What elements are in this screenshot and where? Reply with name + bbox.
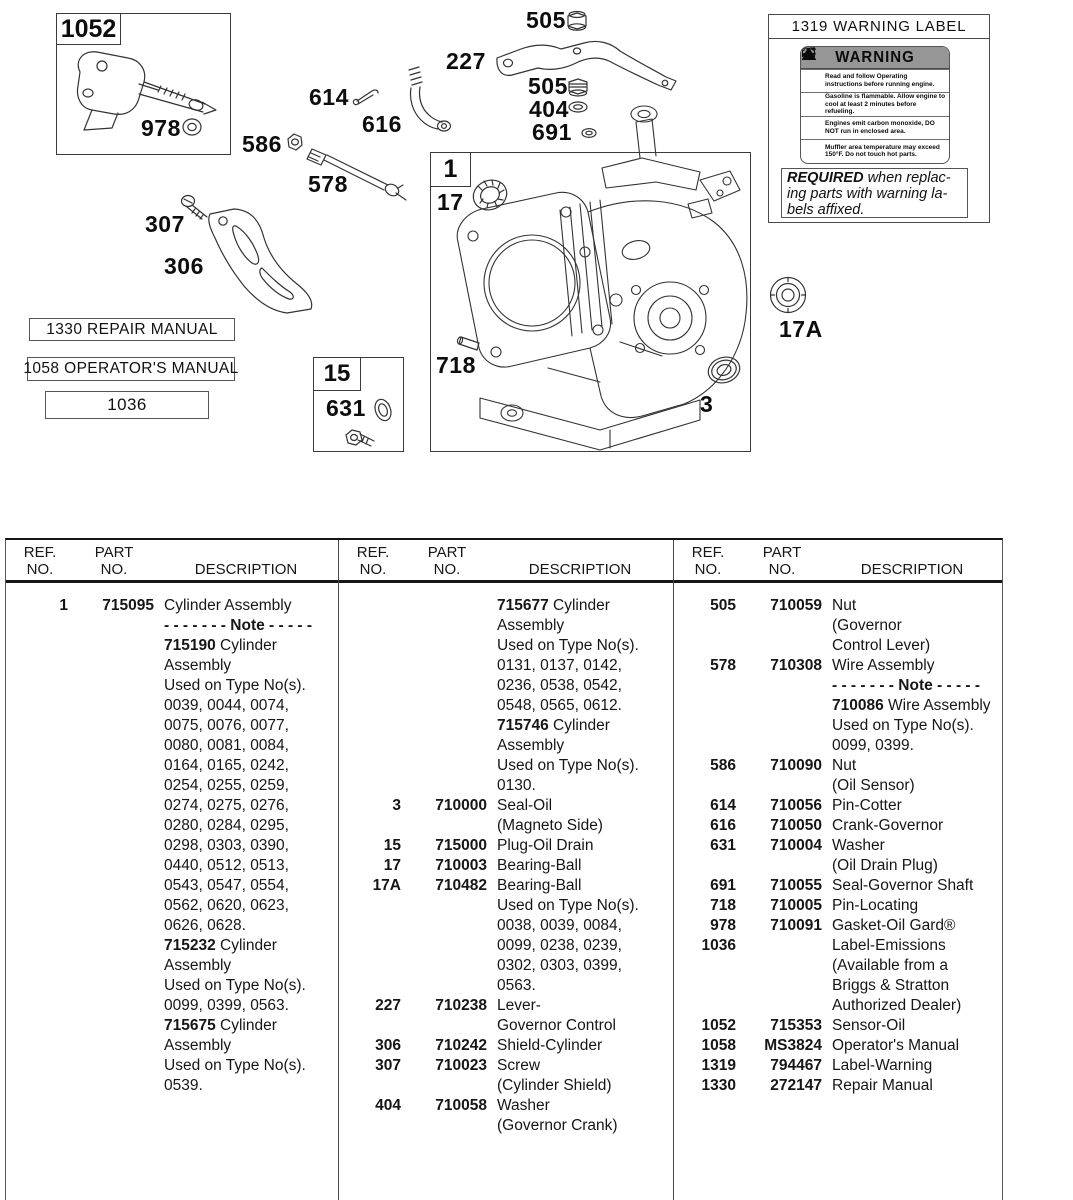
description-cell: Shield-Cylinder bbox=[497, 1037, 603, 1054]
flame-icon bbox=[801, 93, 824, 115]
ref-no-cell: 15 bbox=[383, 837, 401, 854]
description-cell: Seal-Oil (Magneto Side) bbox=[497, 797, 603, 834]
warning-row bbox=[801, 116, 949, 139]
description-cell: Nut (Oil Sensor) bbox=[832, 757, 915, 794]
part-no-header: PART NO. bbox=[762, 544, 802, 578]
nut-505a-drawing bbox=[568, 12, 586, 31]
part-no-cell: 710242 bbox=[435, 1037, 487, 1054]
ref-no-header: REF. NO. bbox=[691, 544, 725, 578]
table-row bbox=[339, 1036, 673, 1056]
ref-no-cell: 578 bbox=[710, 657, 736, 674]
warning-row-text: Gasoline is flammable. Allow engine to cool at least 2 minutes before refueling. bbox=[825, 92, 946, 116]
inset-box-15-label: 15 bbox=[314, 358, 361, 391]
description-cell: Repair Manual bbox=[832, 1077, 933, 1094]
ref-no-cell: 404 bbox=[375, 1097, 401, 1114]
table-row bbox=[339, 996, 673, 1036]
parts-table-column-2 bbox=[339, 540, 674, 1200]
table-body bbox=[339, 583, 673, 1136]
inset-box-1-label: 1 bbox=[431, 153, 471, 187]
warning-row bbox=[801, 139, 949, 162]
part-no-cell: 710000 bbox=[435, 797, 487, 814]
description-cell: Bearing-Ball Used on Type No(s). 0038, 0039, 0084, 0099, 0238, 0239, 0302, 0303, 0399, 0563. bbox=[497, 877, 639, 994]
seal-governor-shaft-drawing bbox=[582, 129, 596, 138]
description-cell: Label-Emissions (Available from a Briggs & Stratton Authorized Dealer) bbox=[832, 937, 962, 1014]
callout-227: 227 bbox=[446, 48, 486, 74]
parts-table-column-1 bbox=[6, 540, 339, 1200]
table-body bbox=[6, 583, 338, 1096]
description-cell: Bearing-Ball bbox=[497, 857, 582, 874]
table-row bbox=[674, 876, 1002, 896]
description-header: DESCRIPTION bbox=[528, 561, 632, 578]
ref-no-cell: 1058 bbox=[701, 1037, 736, 1054]
carbon-monoxide-icon bbox=[801, 117, 824, 139]
part-no-cell: 710055 bbox=[770, 877, 822, 894]
description-cell: Plug-Oil Drain bbox=[497, 837, 594, 854]
part-no-cell: MS3824 bbox=[764, 1037, 822, 1054]
warning-inset-title: 1319 WARNING LABEL bbox=[769, 15, 989, 39]
ref-no-header: REF. NO. bbox=[23, 544, 57, 578]
part-no-header: PART NO. bbox=[94, 544, 134, 578]
part-no-cell: 710059 bbox=[770, 597, 822, 614]
description-cell: Wire Assembly - - - - - - - Note - - - - - 710086 Wire Assembly Used on Type No(s). 0099, 0399. bbox=[832, 657, 991, 754]
table-row bbox=[674, 1056, 1002, 1076]
table-body bbox=[674, 583, 1002, 1096]
ref-no-cell: 17 bbox=[383, 857, 401, 874]
pin-cotter-drawing bbox=[353, 90, 378, 105]
description-cell: Lever- Governor Control bbox=[497, 997, 616, 1034]
callout-306: 306 bbox=[164, 253, 204, 279]
inset-box-1052-label: 1052 bbox=[57, 14, 121, 45]
muffler-icon bbox=[801, 140, 824, 162]
part-no-cell: 710050 bbox=[770, 817, 822, 834]
part-no-cell: 794467 bbox=[770, 1057, 822, 1074]
bearing-ball-17a-drawing bbox=[771, 278, 806, 313]
table-row bbox=[674, 796, 1002, 816]
book-icon bbox=[801, 70, 824, 92]
callout-691: 691 bbox=[532, 119, 572, 145]
ref-no-cell: 586 bbox=[710, 757, 736, 774]
ref-no-cell: 1036 bbox=[701, 937, 736, 954]
ref-no-header: REF. NO. bbox=[356, 544, 390, 578]
table-row bbox=[674, 756, 1002, 796]
part-no-cell: 710003 bbox=[435, 857, 487, 874]
callout-505a: 505 bbox=[526, 7, 566, 33]
required-note-line: ing parts with warning la- bbox=[787, 185, 948, 202]
callout-586: 586 bbox=[242, 131, 282, 157]
ref-no-cell: 17A bbox=[372, 877, 401, 894]
warning-row-text: Engines emit carbon monoxide, DO NOT run in enclosed area. bbox=[825, 120, 935, 135]
part-no-cell: 710056 bbox=[770, 797, 822, 814]
warning-sticker-word: WARNING bbox=[835, 48, 915, 67]
table-header bbox=[339, 540, 673, 583]
description-cell: Washer (Governor Crank) bbox=[497, 1097, 618, 1134]
screw-cylinder-shield-drawing bbox=[182, 196, 208, 220]
nut-505b-drawing bbox=[569, 79, 587, 96]
description-header: DESCRIPTION bbox=[860, 561, 964, 578]
callout-404: 404 bbox=[529, 96, 569, 122]
ref-no-cell: 1319 bbox=[701, 1057, 736, 1074]
operators-manual-box: 1058 OPERATOR'S MANUAL bbox=[27, 357, 235, 381]
table-row bbox=[674, 596, 1002, 656]
part-no-cell: 710091 bbox=[770, 917, 822, 934]
part-no-cell: 715095 bbox=[102, 597, 154, 614]
description-cell: Operator's Manual bbox=[832, 1037, 960, 1054]
crank-governor-drawing bbox=[409, 67, 451, 131]
ref-no-cell: 1 bbox=[59, 597, 68, 614]
table-header bbox=[674, 540, 1002, 583]
callout-616: 616 bbox=[362, 111, 402, 137]
table-row bbox=[674, 656, 1002, 756]
warning-sticker bbox=[800, 46, 950, 164]
callout-17: 17 bbox=[437, 189, 464, 215]
part-no-cell: 710005 bbox=[770, 897, 822, 914]
table-row bbox=[674, 816, 1002, 836]
warning-required-note bbox=[781, 168, 968, 218]
washer-governor-crank-drawing bbox=[569, 102, 587, 112]
ref-no-cell: 718 bbox=[710, 897, 736, 914]
description-cell: Cylinder Assembly - - - - - - - Note - - - - - 715190 Cylinder Assembly Used on Type No(s). 0039, 0044, 0074, 0075, 0076, 0077, 0080, 0081, 0084, 0164, 0165, 0242, 0254, 0255, 0259, 0274, 0275, 0276, 0280, 0284, 0295, 0298, 0303, 0390, 0440, 0512, 0513, 0543, 0547, 0554, 0562, 0620, 0623, 0626, 0628. 715232 Cylinder Assembly Used on Type No(s). 0099, 0399, 0563. 715675 Cylinder Assembly Used on Type No(s). 0539. bbox=[164, 597, 313, 1094]
part-no-cell: 272147 bbox=[770, 1077, 822, 1094]
description-cell: Crank-Governor bbox=[832, 817, 944, 834]
table-row bbox=[674, 896, 1002, 916]
required-note-bold: REQUIRED bbox=[787, 170, 864, 186]
table-row bbox=[674, 1076, 1002, 1096]
description-cell: Nut (Governor Control Lever) bbox=[832, 597, 931, 654]
part-no-cell: 710238 bbox=[435, 997, 487, 1014]
table-header bbox=[6, 540, 338, 583]
warning-row-text: Read and follow Operating instructions before running engine. bbox=[825, 73, 935, 89]
table-row bbox=[674, 836, 1002, 876]
table-row bbox=[674, 1036, 1002, 1056]
warning-row-text: Muffler area temperature may exceed 150°F. Do not touch hot parts. bbox=[825, 143, 940, 159]
part-no-cell: 710090 bbox=[770, 757, 822, 774]
part-no-cell: 710482 bbox=[435, 877, 487, 894]
table-row bbox=[674, 916, 1002, 936]
description-cell: Pin-Locating bbox=[832, 897, 919, 914]
callout-17A: 17A bbox=[779, 316, 823, 342]
required-note-line: REQUIRED when replac- bbox=[787, 170, 951, 186]
nut-oil-sensor-drawing bbox=[288, 134, 302, 150]
ref-no-cell: 227 bbox=[375, 997, 401, 1014]
table-row bbox=[339, 876, 673, 996]
description-cell: Gasket-Oil Gard® bbox=[832, 917, 956, 934]
ref-no-cell: 1330 bbox=[701, 1077, 736, 1094]
emissions-label-box: 1036 bbox=[45, 391, 209, 419]
callout-718: 718 bbox=[436, 352, 476, 378]
table-row bbox=[674, 936, 1002, 1016]
callout-631: 631 bbox=[326, 395, 366, 421]
table-row bbox=[339, 1056, 673, 1096]
ref-no-cell: 978 bbox=[710, 917, 736, 934]
parts-table-column-3 bbox=[674, 540, 1002, 1200]
callout-3: 3 bbox=[700, 391, 714, 417]
part-no-cell: 710058 bbox=[435, 1097, 487, 1114]
callout-307: 307 bbox=[145, 211, 185, 237]
table-row bbox=[674, 1016, 1002, 1036]
callout-614: 614 bbox=[309, 84, 349, 110]
description-cell: Seal-Governor Shaft bbox=[832, 877, 974, 894]
description-cell: 715677 Cylinder Assembly Used on Type No(s). 0131, 0137, 0142, 0236, 0538, 0542, 0548, 0565, 0612. 715746 Cylinder Assembly Used on Type No(s). 0130. bbox=[497, 597, 639, 794]
description-cell: Pin-Cotter bbox=[832, 797, 902, 814]
ref-no-cell: 631 bbox=[710, 837, 736, 854]
callout-505b: 505 bbox=[528, 73, 568, 99]
ref-no-cell: 307 bbox=[375, 1057, 401, 1074]
part-no-header: PART NO. bbox=[427, 544, 467, 578]
table-row bbox=[339, 836, 673, 856]
description-cell: Sensor-Oil bbox=[832, 1017, 906, 1034]
description-cell: Washer (Oil Drain Plug) bbox=[832, 837, 938, 874]
ref-no-cell: 614 bbox=[710, 797, 736, 814]
parts-table bbox=[5, 538, 1003, 1200]
description-header: DESCRIPTION bbox=[194, 561, 298, 578]
description-cell: Screw (Cylinder Shield) bbox=[497, 1057, 612, 1094]
part-no-cell: 710004 bbox=[770, 837, 822, 854]
required-note-line: bels affixed. bbox=[787, 201, 865, 218]
callout-578: 578 bbox=[308, 171, 348, 197]
part-no-cell: 715000 bbox=[435, 837, 487, 854]
warning-row bbox=[801, 69, 949, 92]
table-row bbox=[339, 796, 673, 836]
table-row bbox=[339, 856, 673, 876]
repair-manual-box: 1330 REPAIR MANUAL bbox=[29, 318, 235, 341]
table-row bbox=[339, 596, 673, 796]
part-no-cell: 710308 bbox=[770, 657, 822, 674]
shield-cylinder-drawing bbox=[209, 209, 312, 313]
ref-no-cell: 691 bbox=[710, 877, 736, 894]
description-cell: Label-Warning bbox=[832, 1057, 933, 1074]
ref-no-cell: 306 bbox=[375, 1037, 401, 1054]
warning-row bbox=[801, 92, 949, 115]
ref-no-cell: 616 bbox=[710, 817, 736, 834]
callout-978: 978 bbox=[141, 115, 181, 141]
ref-no-cell: 1052 bbox=[701, 1017, 736, 1034]
table-row bbox=[339, 1096, 673, 1136]
warning-label-inset bbox=[768, 14, 990, 223]
ref-no-cell: 3 bbox=[392, 797, 401, 814]
warning-sticker-header bbox=[801, 47, 949, 69]
part-no-cell: 715353 bbox=[770, 1017, 822, 1034]
table-row bbox=[6, 596, 338, 1096]
part-no-cell: 710023 bbox=[435, 1057, 487, 1074]
ref-no-cell: 505 bbox=[710, 597, 736, 614]
